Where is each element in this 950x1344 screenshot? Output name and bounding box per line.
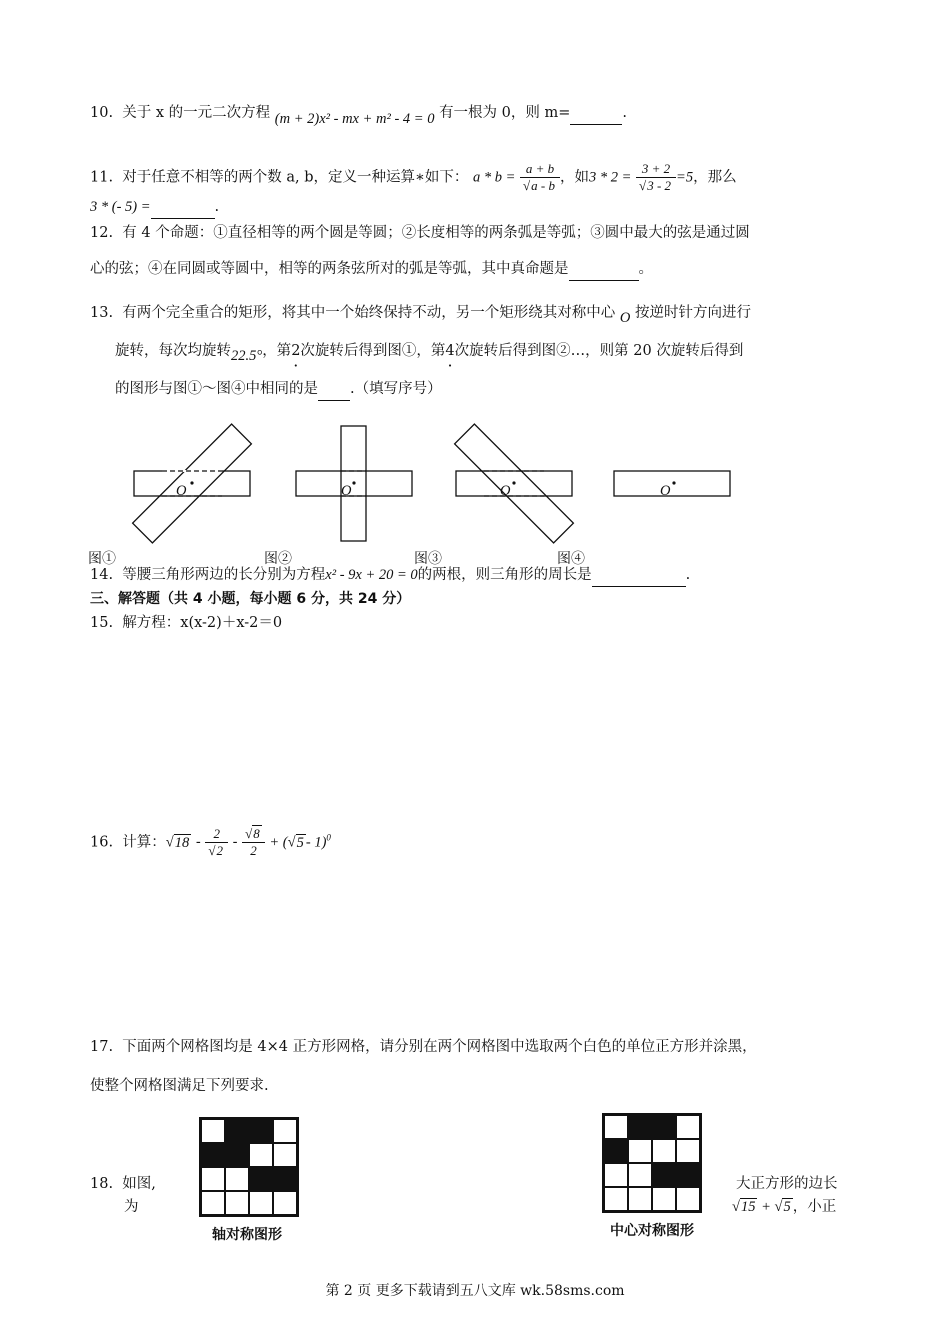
grid2-cell-3-1 xyxy=(628,1187,652,1211)
grid1-cell-1-1 xyxy=(225,1143,249,1167)
question-11-ask: 3 * (- 5) = . xyxy=(90,196,219,219)
answer-blank-13 xyxy=(318,378,350,401)
grid1-cell-3-0 xyxy=(201,1191,225,1215)
grid1-cell-3-2 xyxy=(249,1191,273,1215)
fig3-center-dot xyxy=(512,481,515,484)
grid2-cell-2-2 xyxy=(652,1163,676,1187)
q14-equation: x² - 9x + 20 = 0 xyxy=(325,567,418,583)
fig3-label: 图③ xyxy=(414,551,442,567)
grid2-cell-3-2 xyxy=(652,1187,676,1211)
q11-op-fraction: $\frac{a + b}{√a - b}$ xyxy=(520,161,560,194)
fig1-center-dot xyxy=(190,481,193,484)
fig4-label: 图④ xyxy=(557,551,585,567)
question-17-line1: 17. 下面两个网格图均是 4×4 正方形网格，请分别在两个网格图中选取两个白色的单位正方形并涂黑， xyxy=(90,1039,757,1055)
question-10: 10. 关于 x 的一元二次方程 (m + 2)x² - mx + m² - 4 = 0 有一根为 0，则 m= . xyxy=(90,102,627,125)
grid1-cell-3-1 xyxy=(225,1191,249,1215)
question-13-line1: 13. 有两个完全重合的矩形，将其中一个始终保持不动，另一个矩形绕其对称中心 O 按逆时针方向进行 xyxy=(90,305,751,326)
grid1-cell-2-3 xyxy=(273,1167,297,1191)
grid2-cell-0-2 xyxy=(652,1115,676,1139)
axis-symmetry-caption: 轴对称图形 xyxy=(212,1227,282,1243)
grid2-cell-1-3 xyxy=(676,1139,700,1163)
fig2-center-label: O xyxy=(341,483,352,499)
grid2-cell-0-3 xyxy=(676,1115,700,1139)
answer-blank-14 xyxy=(592,564,686,587)
central-symmetry-caption: 中心对称图形 xyxy=(610,1223,694,1239)
question-18-line1: 18. 如图, xyxy=(90,1176,156,1192)
fig1-label: 图① xyxy=(88,551,116,567)
question-18-line2: 为 xyxy=(124,1199,139,1215)
grid2-cell-0-0 xyxy=(604,1115,628,1139)
central-symmetry-grid xyxy=(602,1113,702,1213)
fig2-label: 图② xyxy=(264,551,292,567)
grid2-cell-1-0 xyxy=(604,1139,628,1163)
q16-fraction-2: $\frac{√8}{2}$ xyxy=(242,826,265,859)
fig4-center-dot xyxy=(672,481,675,484)
question-16: 16. 计算：√18 - $\frac{2}{√2}$ - $\frac{√8}{2}$ + (√5 - 1)$^0$ xyxy=(90,826,331,858)
question-13-line2: 旋转，每次均旋转22.5°，第2 ·次旋转后得到图①，第4 ·次旋转后得到图②…，则第 20 次旋转后得到 xyxy=(115,340,743,362)
question-17-line2: 使整个网格图满足下列要求. xyxy=(90,1078,269,1094)
grid2-cell-3-0 xyxy=(604,1187,628,1211)
question-18-right2: √15 + √5 ，小正 xyxy=(732,1199,837,1215)
fig4-rect xyxy=(614,471,730,496)
answer-blank-11 xyxy=(151,196,215,219)
page-footer: 第 2 页 更多下载请到五八文库 wk.58sms.com xyxy=(325,1283,625,1299)
answer-blank-10 xyxy=(570,102,622,125)
axis-symmetry-grid xyxy=(199,1117,299,1217)
grid1-cell-1-3 xyxy=(273,1143,297,1167)
q16-fraction-1: $\frac{2}{√2}$ xyxy=(205,826,228,859)
grid2-cell-0-1 xyxy=(628,1115,652,1139)
rotation-figures xyxy=(0,420,950,570)
grid2-cell-2-3 xyxy=(676,1163,700,1187)
question-12-line1: 12. 有 4 个命题：①直径相等的两个圆是等圆；②长度相等的两条弧是等弧；③圆中最大的弦是通过圆 xyxy=(90,225,750,241)
grid2-cell-1-1 xyxy=(628,1139,652,1163)
q10-equation: (m + 2)x² - mx + m² - 4 = 0 xyxy=(274,111,435,127)
question-11: 11. 对于任意不相等的两个数 a, b，定义一种运算∗如下： a * b = $\frac{a + b}{√a - b}$ ，如3 * 2 = $\frac{3 + 2}{√3 - 2}$ =5，那么 xyxy=(90,161,737,193)
grid1-cell-1-2 xyxy=(249,1143,273,1167)
grid1-cell-2-0 xyxy=(201,1167,225,1191)
grid1-cell-2-2 xyxy=(249,1167,273,1191)
fig1-center-label: O xyxy=(176,483,187,499)
grid1-cell-2-1 xyxy=(225,1167,249,1191)
question-13-line3: 的图形与图①～图④中相同的是 .（填写序号） xyxy=(115,378,442,401)
grid2-cell-3-3 xyxy=(676,1187,700,1211)
grid2-cell-2-1 xyxy=(628,1163,652,1187)
grid1-cell-0-1 xyxy=(225,1119,249,1143)
figure-4 xyxy=(614,471,730,496)
q11-example-fraction: $\frac{3 + 2}{√3 - 2}$ xyxy=(636,161,676,194)
fig2-center-dot xyxy=(352,481,355,484)
fig4-center-label: O xyxy=(660,483,671,499)
grid1-cell-0-2 xyxy=(249,1119,273,1143)
question-15: 15. 解方程：x(x-2)＋x-2＝0 xyxy=(90,615,283,631)
grid1-cell-1-0 xyxy=(201,1143,225,1167)
grid1-cell-0-3 xyxy=(273,1119,297,1143)
grid2-cell-2-0 xyxy=(604,1163,628,1187)
question-12-line2: 心的弦；④在同圆或等圆中，相等的两条弦所对的弧是等弧，其中真命题是 。 xyxy=(90,258,653,281)
section-3-heading: 三、解答题（共 4 小题，每小题 6 分，共 24 分） xyxy=(90,591,411,607)
grid2-cell-1-2 xyxy=(652,1139,676,1163)
question-18-right1: 大正方形的边长 xyxy=(736,1176,838,1192)
grid1-cell-0-0 xyxy=(201,1119,225,1143)
grid1-cell-3-3 xyxy=(273,1191,297,1215)
question-14: 14. 等腰三角形两边的长分别为方程x² - 9x + 20 = 0的两根，则三角形的周长是 . xyxy=(90,564,690,587)
answer-blank-12 xyxy=(569,258,639,281)
fig3-center-label: O xyxy=(500,483,511,499)
